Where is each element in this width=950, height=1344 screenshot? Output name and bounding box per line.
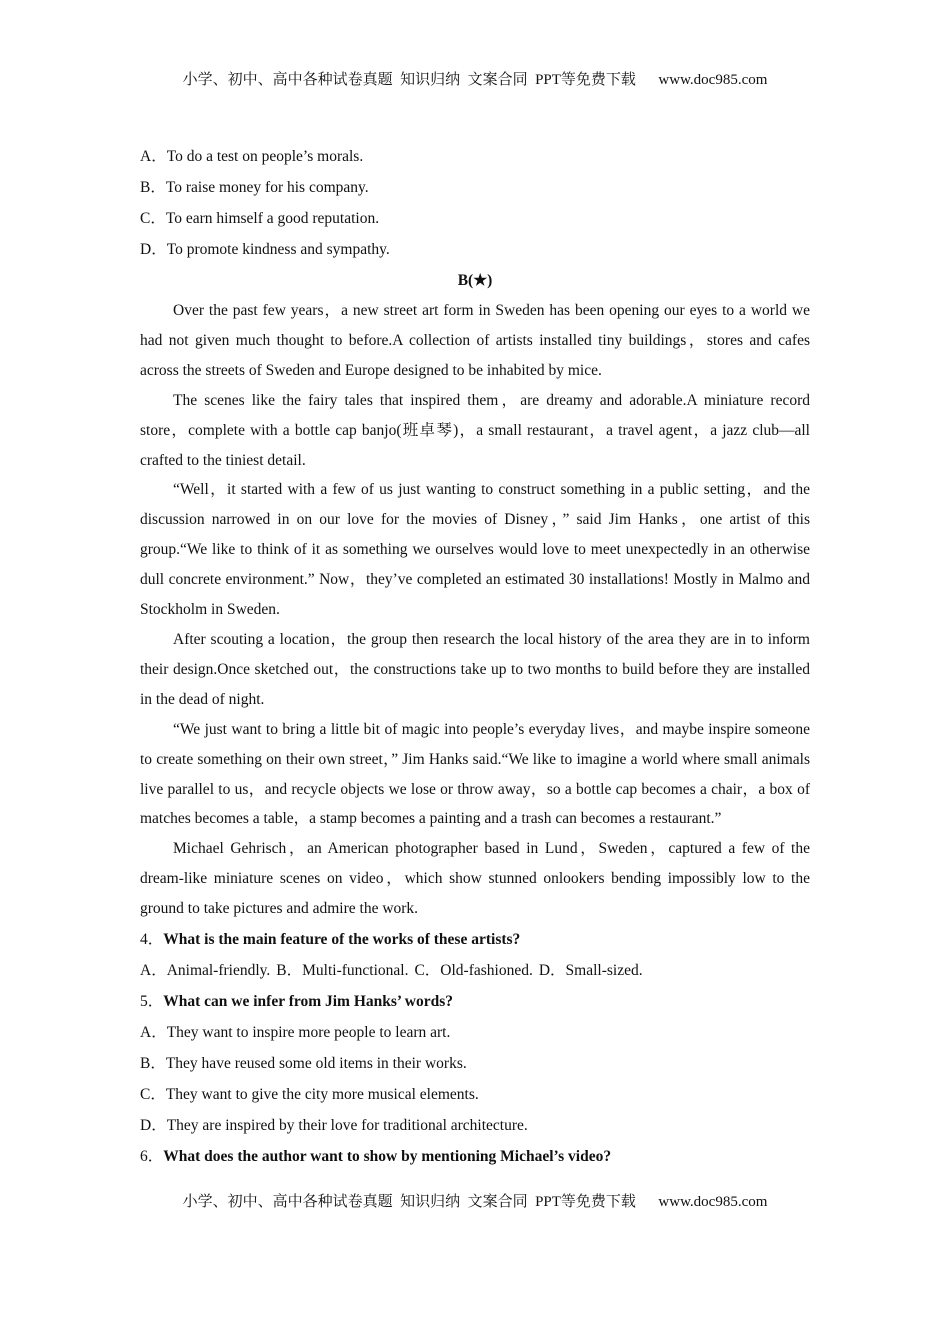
paragraph: “We just want to bring a little bit of magic into people’s everyday lives，and maybe inspire someone to create something on their own street，” Jim Hanks said.“We like to imagine a world where small animals live parallel to us，and recycle objects we lose or throw away，so a bottle cap becomes a chair，a box of matches becomes a table，a stamp becomes a painting and a trash can becomes a restaurant.” xyxy=(140,720,810,828)
q4-option-c: C．Old-fashioned. xyxy=(414,962,533,980)
document-body xyxy=(140,141,810,1172)
q5-option-b: B．They have reused some old items in their works. xyxy=(140,1055,467,1073)
prev-option-d: D．To promote kindness and sympathy. xyxy=(140,241,390,258)
q5-option-d: D．They are inspired by their love for traditional architecture. xyxy=(140,1117,528,1135)
paragraph: Michael Gehrisch，an American photographer based in Lund，Sweden，captured a few of the dream-like miniature scenes on video，which show stunned onlookers bending impossibly low to the ground to take pictures and admire the work. xyxy=(140,840,810,918)
question-text: What can we infer from Jim Hanks’ words? xyxy=(163,993,454,1011)
q4-option-b: B．Multi-functional. xyxy=(276,962,409,980)
q4-option-a: A．Animal-friendly. xyxy=(140,962,271,980)
q5-option-a: A．They want to inspire more people to learn art. xyxy=(140,1024,451,1042)
question-6 xyxy=(140,1141,810,1172)
q4-option-d: D．Small-sized. xyxy=(538,962,643,980)
question-text: What does the author want to show by mentioning Michael’s video? xyxy=(163,1148,612,1166)
question-number: 4． xyxy=(140,931,164,949)
question-5 xyxy=(140,986,810,1017)
question-text: What is the main feature of the works of these artists? xyxy=(163,931,521,949)
question-4 xyxy=(140,924,810,955)
section-title: B(★) xyxy=(457,272,493,289)
prev-option-a: A．To do a test on people’s morals. xyxy=(140,148,364,165)
paragraph: Over the past few years，a new street art form in Sweden has been opening our eyes to a world we had not given much thought to before.A collection of artists installed tiny buildings，stores and cafes across the streets of Sweden and Europe designed to be inhabited by mice. xyxy=(140,302,810,379)
paragraph: “Well，it started with a few of us just wanting to construct something in a public setting，and the discussion narrowed in on our love for the movies of Disney，” said Jim Hanks，one artist of this group.“We like to think of it as something we ourselves would love to meet unexpectedly in an otherwise dull concrete environment.” Now，they’ve completed an estimated 30 installations! Mostly in Malmo and Stockholm in Sweden. xyxy=(140,481,810,619)
prev-option-b: B．To raise money for his company. xyxy=(140,179,369,196)
prev-option-c: C．To earn himself a good reputation. xyxy=(140,210,380,227)
question-number: 5． xyxy=(140,993,164,1011)
question-4-options xyxy=(140,955,810,986)
paragraph: After scouting a location，the group then research the local history of the area they are in to inform their design.Once sketched out，the constructions take up to two months to build before they are installed in the dead of night. xyxy=(140,630,810,708)
page-header: 小学、初中、高中各种试卷真题 知识归纳 文案合同 PPT等免费下载 www.doc985.com xyxy=(182,72,768,88)
q5-option-c: C．They want to give the city more musical elements. xyxy=(140,1086,479,1104)
paragraph: The scenes like the fairy tales that inspired them，are dreamy and adorable.A miniature record store，complete with a bottle cap banjo(班卓琴)，a small restaurant，a travel agent，a jazz club—all crafted to the tiniest detail. xyxy=(140,391,810,469)
page-footer: 小学、初中、高中各种试卷真题 知识归纳 文案合同 PPT等免费下载 www.doc985.com xyxy=(182,1194,768,1210)
question-number: 6． xyxy=(140,1148,164,1166)
